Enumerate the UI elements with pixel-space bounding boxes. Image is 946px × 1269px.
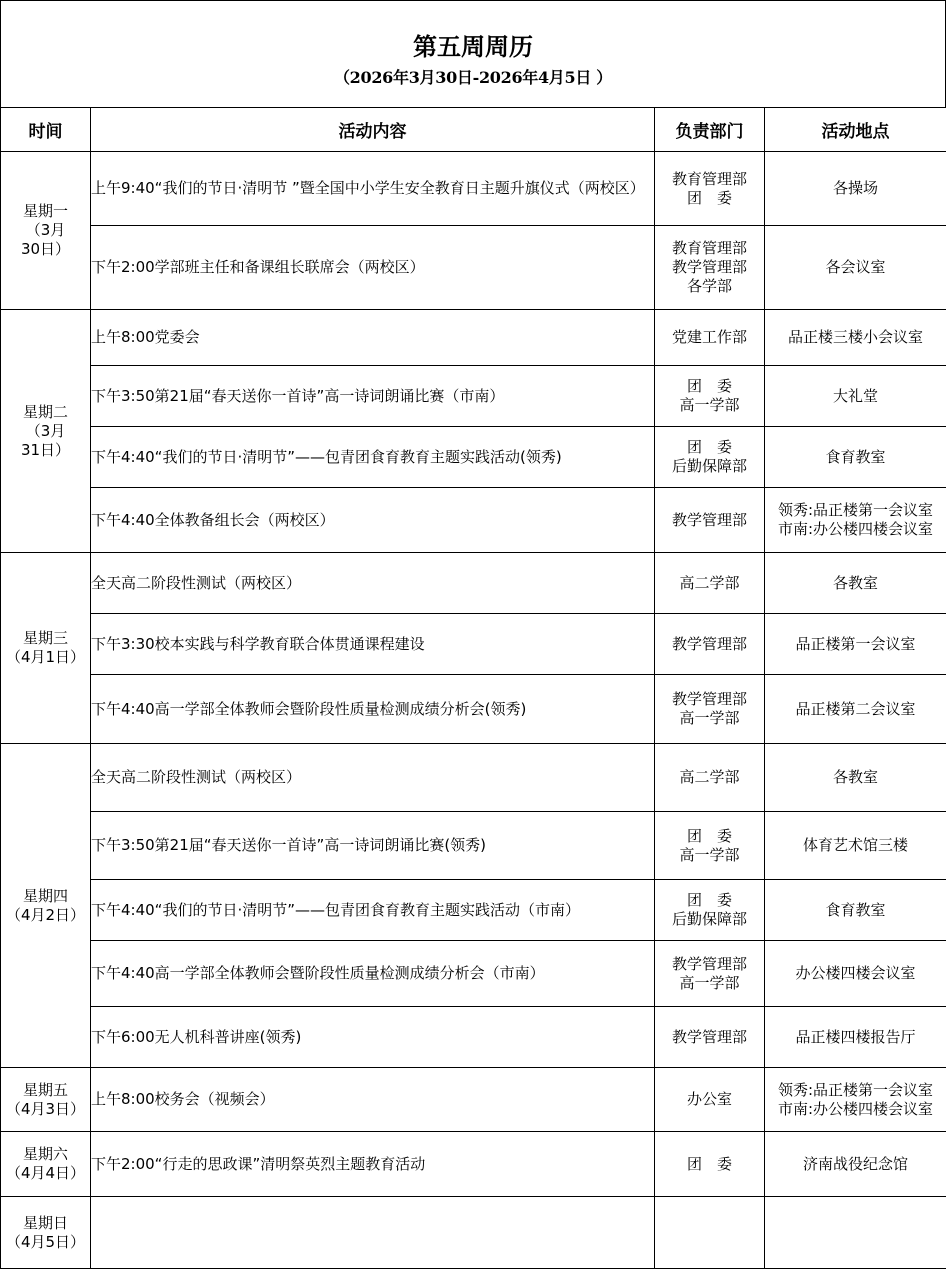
- department-cell: [655, 675, 765, 744]
- activity-content: 下午2:00学部班主任和备课组长联席会（两校区）: [91, 258, 425, 276]
- day-label-line: （4月5日）: [5, 1232, 86, 1251]
- table-row: [1, 1132, 946, 1197]
- location-cell: [765, 366, 946, 427]
- location-cell: [765, 152, 946, 226]
- activity-content-cell: [91, 310, 655, 366]
- location-name: 领秀:品正楼第一会议室: [777, 1080, 934, 1099]
- location-cell: [765, 941, 946, 1007]
- table-row: [1, 553, 946, 614]
- department-cell: [655, 1132, 765, 1197]
- location-name: 各操场: [832, 179, 878, 197]
- activity-content-cell: [91, 1132, 655, 1197]
- location-cell: [765, 310, 946, 366]
- day-label-line: （4月4日）: [5, 1164, 86, 1182]
- activity-content: 下午4:40全体教备组长会（两校区）: [91, 510, 335, 529]
- activity-content-cell: [91, 1068, 655, 1132]
- department-cell: [655, 152, 765, 226]
- activity-content: 上午9:40“我们的节日·清明节 ”暨全国中小学生安全教育日主题升旗仪式（两校区）: [91, 179, 645, 197]
- department-cell: [655, 427, 765, 488]
- location-name: 食育教室: [825, 900, 886, 919]
- table-row: [1, 427, 946, 488]
- activity-content-cell: [91, 553, 655, 614]
- activity-content: 下午3:50第21届“春天送你一首诗”高一诗词朗诵比赛（市南）: [91, 386, 505, 405]
- day-label-line: 31日）: [20, 440, 71, 459]
- activity-content-cell: [91, 614, 655, 675]
- location-name: 各教室: [832, 573, 878, 592]
- location-name: 各会议室: [825, 258, 886, 276]
- location-name: 大礼堂: [832, 386, 878, 405]
- department-name: 教育管理部: [671, 169, 747, 188]
- table-row: [1, 310, 946, 366]
- activity-content: 上午8:00党委会: [91, 328, 200, 346]
- activity-content: 全天高二阶段性测试（两校区）: [91, 573, 302, 592]
- department-name: 团 委: [686, 377, 732, 395]
- table-row: [1, 1007, 946, 1068]
- department-cell: [655, 553, 765, 614]
- department-name: 团 委: [686, 826, 732, 845]
- location-name: 品正楼第一会议室: [795, 634, 916, 653]
- location-name: 市南:办公楼四楼会议室: [777, 520, 934, 538]
- department-name: 教学管理部: [671, 634, 747, 653]
- activity-content-cell: [91, 152, 655, 226]
- location-cell: [765, 1132, 946, 1197]
- header-row: [1, 108, 946, 152]
- department-cell: [655, 744, 765, 812]
- day-label-line: 星期六: [22, 1145, 68, 1163]
- day-label-line: （3月: [25, 421, 66, 440]
- day-label-line: 星期一: [22, 202, 68, 220]
- department-name: 高一学部: [679, 396, 740, 414]
- activity-content-cell: [91, 1007, 655, 1068]
- header-time: 时间: [1, 108, 91, 152]
- department-name: 高二学部: [679, 573, 740, 592]
- department-name: 各学部: [686, 277, 732, 295]
- location-name: 济南战役纪念馆: [802, 1154, 908, 1173]
- location-cell: [765, 488, 946, 553]
- activity-content: 下午6:00无人机科普讲座(领秀): [91, 1027, 302, 1046]
- department-name: 团 委: [686, 1154, 732, 1173]
- department-cell: [655, 488, 765, 553]
- department-cell: [655, 812, 765, 880]
- activity-content: 下午2:00“行走的思政课”清明祭英烈主题教育活动: [91, 1154, 426, 1173]
- location-name: 市南:办公楼四楼会议室: [777, 1099, 934, 1118]
- activity-content-cell: [91, 427, 655, 488]
- day-label-line: 30日）: [20, 240, 71, 258]
- day-label-cell: [1, 1132, 91, 1197]
- location-cell: [765, 675, 946, 744]
- table-row: [1, 941, 946, 1007]
- location-name: 品正楼四楼报告厅: [795, 1027, 916, 1046]
- department-name: 高二学部: [679, 768, 740, 786]
- header-location: 活动地点: [765, 108, 946, 152]
- department-name: 办公室: [686, 1090, 732, 1108]
- activity-content-cell: [91, 812, 655, 880]
- activity-content: 下午4:40“我们的节日·清明节”——包青团食育教育主题实践活动(领秀): [91, 447, 562, 466]
- department-name: 教学管理部: [671, 258, 747, 276]
- location-cell: [765, 226, 946, 310]
- department-name: 高一学部: [679, 973, 740, 992]
- table-row: [1, 366, 946, 427]
- location-name: 品正楼第二会议室: [795, 699, 916, 718]
- activity-content-cell: [91, 675, 655, 744]
- department-cell: [655, 1007, 765, 1068]
- activity-content-cell: [91, 744, 655, 812]
- day-label-cell: [1, 553, 91, 744]
- page-title: 第五周周历: [413, 32, 533, 61]
- day-label-line: （4月2日）: [5, 905, 86, 924]
- department-name: 团 委: [686, 891, 732, 909]
- table-row: [1, 880, 946, 941]
- day-label-cell: [1, 1197, 91, 1269]
- location-cell: [765, 744, 946, 812]
- department-name: 团 委: [686, 438, 732, 456]
- department-name: 教学管理部: [671, 1027, 747, 1046]
- table-row: [1, 614, 946, 675]
- day-label-line: 星期五: [22, 1080, 68, 1099]
- table-row: [1, 488, 946, 553]
- location-name: 食育教室: [825, 447, 886, 466]
- table-row: [1, 1068, 946, 1132]
- calendar-body: [1, 152, 946, 1269]
- header-content: 活动内容: [91, 108, 655, 152]
- activity-content-cell: [91, 880, 655, 941]
- day-label-cell: [1, 152, 91, 310]
- day-label-line: 星期三: [22, 629, 68, 647]
- department-name: 教学管理部: [671, 954, 747, 973]
- day-label-line: 星期四: [22, 886, 68, 905]
- location-name: 体育艺术馆三楼: [802, 836, 908, 854]
- day-label-line: （3月: [25, 221, 66, 239]
- location-cell: [765, 1007, 946, 1068]
- table-row: [1, 1197, 946, 1269]
- department-name: 高一学部: [679, 709, 740, 727]
- day-label-cell: [1, 744, 91, 1068]
- department-name: 后勤保障部: [671, 910, 747, 928]
- location-cell: [765, 1197, 946, 1269]
- department-cell: [655, 1197, 765, 1269]
- department-cell: [655, 366, 765, 427]
- location-name: 领秀:品正楼第一会议室: [777, 501, 934, 519]
- location-cell: [765, 427, 946, 488]
- day-label-line: 星期二: [22, 402, 68, 421]
- location-cell: [765, 812, 946, 880]
- location-name: 办公楼四楼会议室: [795, 964, 916, 982]
- department-cell: [655, 226, 765, 310]
- department-cell: [655, 941, 765, 1007]
- location-cell: [765, 614, 946, 675]
- department-name: 后勤保障部: [671, 457, 747, 475]
- activity-content-cell: [91, 488, 655, 553]
- department-name: 党建工作部: [671, 328, 747, 346]
- day-label-cell: [1, 1068, 91, 1132]
- location-name: 品正楼三楼小会议室: [787, 328, 923, 346]
- table-row: [1, 744, 946, 812]
- activity-content-cell: [91, 941, 655, 1007]
- table-row: [1, 226, 946, 310]
- table-row: [1, 675, 946, 744]
- department-name: 教学管理部: [671, 510, 747, 529]
- department-cell: [655, 310, 765, 366]
- department-name: 教育管理部: [671, 239, 747, 257]
- activity-content: 下午3:50第21届“春天送你一首诗”高一诗词朗诵比赛(领秀): [91, 836, 487, 854]
- activity-content-cell: [91, 1197, 655, 1269]
- activity-content: 下午4:40高一学部全体教师会暨阶段性质量检测成绩分析会（市南）: [91, 964, 545, 982]
- department-name: 团 委: [686, 188, 732, 207]
- day-label-line: （4月1日）: [5, 648, 86, 666]
- weekly-calendar-table: [0, 107, 946, 1269]
- activity-content-cell: [91, 366, 655, 427]
- table-row: [1, 152, 946, 226]
- date-range-subtitle: （2026年3月30日-2026年4月5日 ）: [333, 68, 613, 87]
- department-name: 高一学部: [679, 845, 740, 864]
- department-cell: [655, 1068, 765, 1132]
- header-dept: 负责部门: [655, 108, 765, 152]
- location-cell: [765, 553, 946, 614]
- activity-content: 下午3:30校本实践与科学教育联合体贯通课程建设: [91, 634, 425, 653]
- department-name: 教学管理部: [671, 690, 747, 708]
- location-cell: [765, 880, 946, 941]
- activity-content: 下午4:40“我们的节日·清明节”——包青团食育教育主题实践活动（市南）: [91, 900, 580, 919]
- activity-content-cell: [91, 226, 655, 310]
- activity-content: 下午4:40高一学部全体教师会暨阶段性质量检测成绩分析会(领秀): [91, 699, 527, 718]
- location-cell: [765, 1068, 946, 1132]
- table-row: [1, 812, 946, 880]
- activity-content: 全天高二阶段性测试（两校区）: [91, 768, 302, 786]
- department-cell: [655, 614, 765, 675]
- department-cell: [655, 880, 765, 941]
- day-label-cell: [1, 310, 91, 553]
- day-label-line: （4月3日）: [5, 1099, 86, 1118]
- location-name: 各教室: [832, 768, 878, 786]
- title-area: [0, 0, 946, 108]
- activity-content: 上午8:00校务会（视频会）: [91, 1090, 275, 1108]
- day-label-line: 星期日: [22, 1213, 68, 1232]
